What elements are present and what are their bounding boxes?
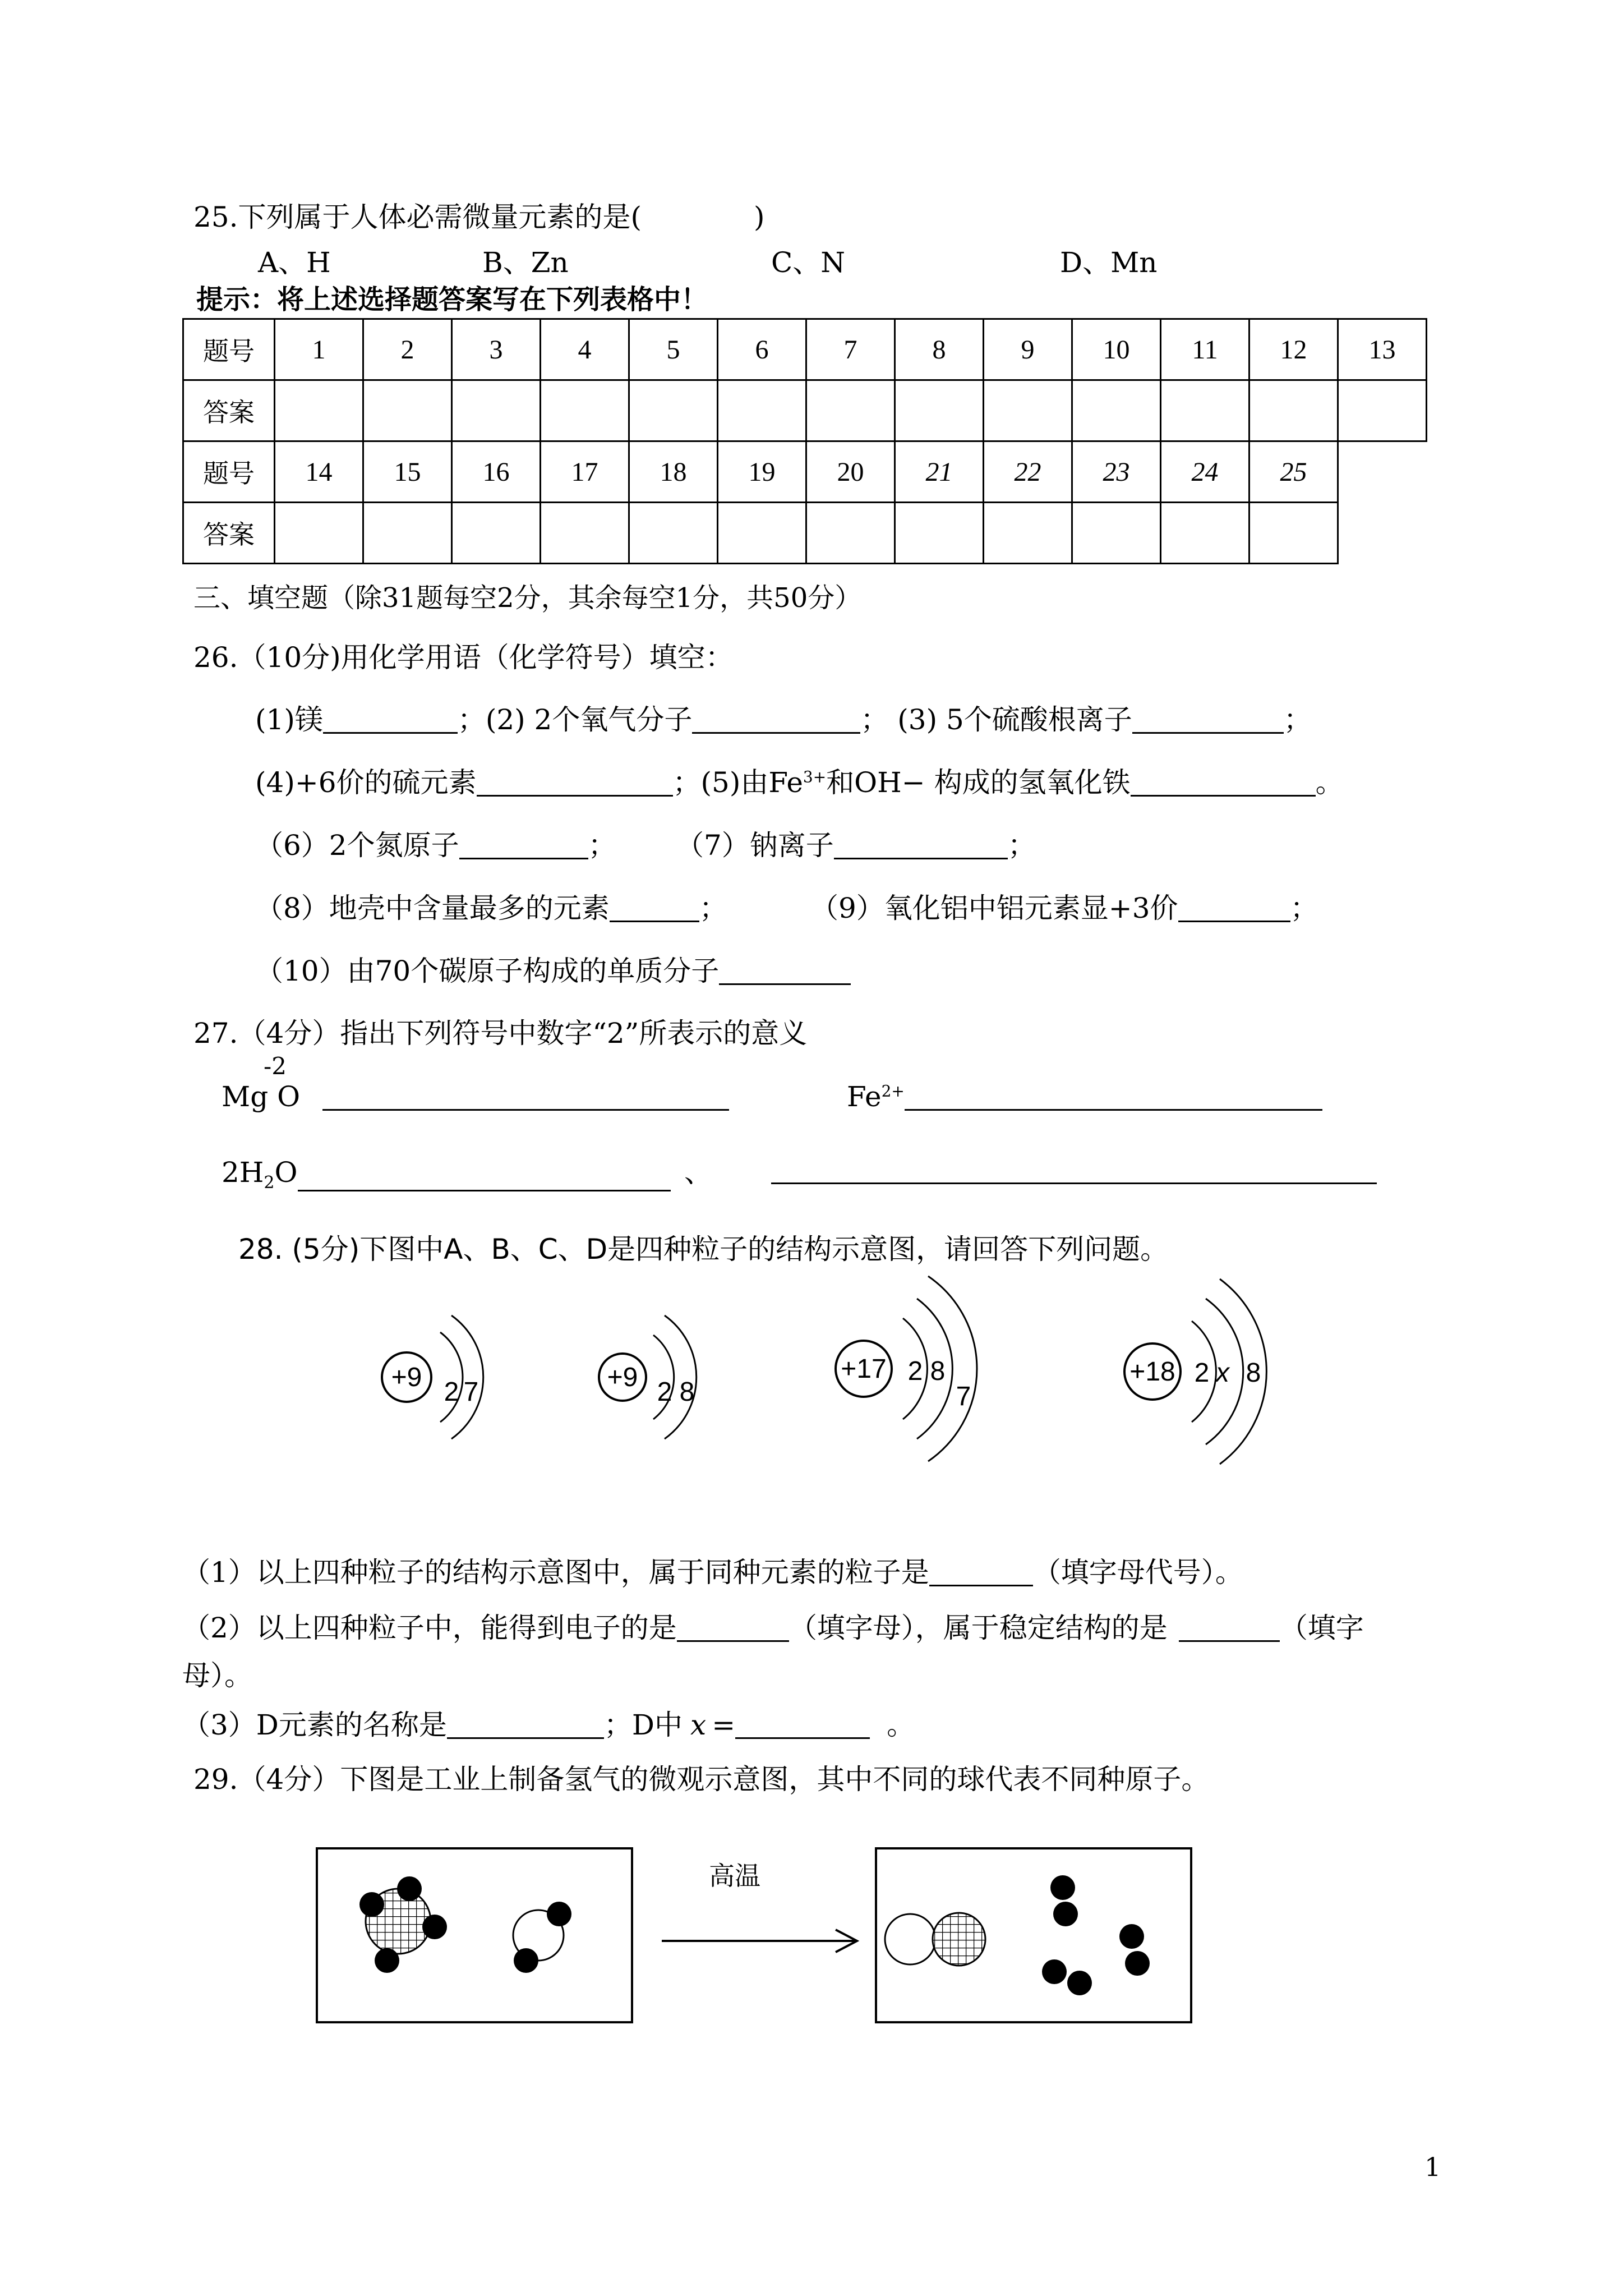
answer-cell[interactable]	[895, 380, 984, 441]
table-cell: 3	[452, 319, 541, 380]
answer-cell[interactable]	[1072, 503, 1161, 564]
q27-separator: 、	[684, 1156, 712, 1189]
answer-cell[interactable]	[806, 503, 895, 564]
q25-stem: 25.下列属于人体必需微量元素的是( )	[193, 201, 765, 233]
q25-option-d: D、Mn	[1060, 246, 1158, 279]
answer-cell[interactable]	[541, 380, 629, 441]
hydrogen-atom	[397, 1876, 422, 1901]
table-cell: 1	[275, 319, 363, 380]
table-cell: 20	[806, 441, 895, 503]
reaction-condition: 高温	[709, 1861, 760, 1891]
hydrogen-atom	[375, 1948, 399, 1973]
q26-line1: (1)镁 ；(2) 2个氧气分子 ； (3) 5个硫酸根离子 ；	[255, 703, 1312, 736]
shell-electrons: 7	[956, 1382, 971, 1411]
answer-cell[interactable]	[984, 503, 1072, 564]
methane-molecule	[359, 1876, 447, 1973]
q29-stem: 29.（4分）下图是工业上制备氢气的微观示意图，其中不同的球代表不同种原子。	[193, 1763, 1210, 1796]
carbon-monoxide-molecule	[885, 1913, 985, 1966]
answer-cell[interactable]	[363, 380, 452, 441]
table-row	[183, 380, 1427, 441]
hydrogen-molecules	[1042, 1875, 1150, 1995]
q25-option-c: C、N	[771, 246, 846, 279]
table-cell: 13	[1338, 319, 1427, 380]
table-cell: 10	[1072, 319, 1161, 380]
shell-electrons: x	[1216, 1358, 1229, 1388]
answer-blank[interactable]	[692, 707, 860, 734]
hint-text: 提示：将上述选择题答案写在下列表格中！	[196, 284, 708, 315]
answer-table	[182, 318, 1427, 564]
table-cell: 17	[541, 441, 629, 503]
answer-blank[interactable]	[719, 959, 851, 985]
answer-cell[interactable]	[806, 380, 895, 441]
reactant-box	[317, 1848, 632, 2022]
q27-fe: $Fe^{2+}$	[847, 1083, 1322, 1111]
q26-line5: （10）由70个碳原子构成的单质分子	[255, 957, 851, 985]
answer-cell[interactable]	[1161, 380, 1249, 441]
table-header-num: 题号	[183, 319, 275, 380]
nucleus-charge: +18	[1129, 1357, 1175, 1387]
q27-mgo: Mg O	[222, 1083, 729, 1111]
water-molecule	[513, 1902, 571, 1973]
answer-cell[interactable]	[1249, 503, 1338, 564]
atom-structure-diagrams	[336, 1268, 1346, 1520]
nucleus-charge: +9	[607, 1363, 638, 1392]
table-cell: 6	[718, 319, 806, 380]
atom-d	[1124, 1279, 1266, 1520]
answer-blank[interactable]	[298, 1165, 671, 1191]
shell-electrons: 8	[930, 1356, 946, 1386]
hydrogen-atom	[514, 1948, 538, 1973]
table-empty	[1338, 441, 1427, 503]
answer-blank[interactable]	[322, 1084, 729, 1111]
q26-line3b: （7）钠离子 ；	[676, 829, 1036, 862]
q26-line4b: （9）氧化铝中铝元素显+3价 ；	[810, 892, 1318, 924]
answer-cell[interactable]	[629, 503, 718, 564]
section-heading: 三、填空题（除31题每空2分，其余每空1分，共50分）	[193, 582, 862, 614]
answer-blank[interactable]	[477, 770, 673, 797]
hydrogen-atom	[359, 1892, 384, 1917]
answer-cell[interactable]	[984, 380, 1072, 441]
q26-line3: （6）2个氮原子 ；	[255, 829, 616, 862]
answer-cell[interactable]	[718, 503, 806, 564]
answer-blank[interactable]	[447, 1713, 604, 1739]
answer-blank[interactable]	[1131, 770, 1316, 797]
table-cell: 2	[363, 319, 452, 380]
table-row	[183, 319, 1427, 380]
answer-blank[interactable]	[610, 896, 699, 922]
shell-electrons: 2	[1194, 1358, 1210, 1388]
q27-mgo-charge: -2	[264, 1052, 287, 1080]
q26-line2: (4)+6价的硫元素 ；(5)由$Fe^{3+}$和OH− 构成的氢氧化铁 。	[255, 766, 1344, 799]
table-row	[183, 503, 1427, 564]
q27-stem: 27.（4分）指出下列符号中数字“2”所表示的意义	[193, 1017, 808, 1050]
answer-cell[interactable]	[363, 503, 452, 564]
table-cell: 23	[1072, 441, 1161, 503]
answer-blank[interactable]	[735, 1713, 870, 1739]
reaction-diagram	[314, 1846, 1211, 2031]
answer-blank[interactable]	[323, 707, 458, 734]
page-number: 1	[1424, 2152, 1441, 2182]
shell-electrons: 7	[463, 1377, 479, 1407]
table-cell: 11	[1161, 319, 1249, 380]
nucleus-charge: +9	[391, 1363, 422, 1392]
table-cell: 22	[984, 441, 1072, 503]
answer-cell[interactable]	[452, 380, 541, 441]
q27-h2o: $2H_2O$	[222, 1158, 671, 1191]
table-cell: 9	[984, 319, 1072, 380]
answer-blank[interactable]	[905, 1084, 1322, 1111]
hydrogen-atom	[547, 1902, 571, 1926]
answer-cell[interactable]	[1249, 380, 1338, 441]
answer-cell[interactable]	[718, 380, 806, 441]
table-cell: 12	[1249, 319, 1338, 380]
table-cell: 8	[895, 319, 984, 380]
carbon-atom	[933, 1913, 985, 1966]
shell-electrons: 2	[907, 1356, 923, 1386]
answer-cell[interactable]	[1338, 380, 1427, 441]
answer-cell[interactable]	[541, 503, 629, 564]
answer-blank[interactable]	[1132, 707, 1284, 734]
atom-c	[836, 1276, 977, 1520]
table-header-answer: 答案	[183, 380, 275, 441]
table-cell: 24	[1161, 441, 1249, 503]
answer-cell[interactable]	[1161, 503, 1249, 564]
table-cell: 5	[629, 319, 718, 380]
answer-cell[interactable]	[452, 503, 541, 564]
table-row	[183, 441, 1427, 503]
shell-electrons: 8	[679, 1377, 695, 1407]
q26-stem: 26.（10分)用化学用语（化学符号）填空：	[193, 641, 734, 674]
shell-electrons: 2	[444, 1377, 459, 1407]
q28-stem: 28. (5分)下图中A、B、C、D是四种粒子的结构示意图，请回答下列问题。	[238, 1233, 1169, 1266]
table-cell: 7	[806, 319, 895, 380]
q25-option-a: A、H	[258, 246, 331, 279]
table-empty	[1338, 503, 1427, 564]
table-cell: 18	[629, 441, 718, 503]
q28-sub3: （3）D元素的名称是 ；D中 x = 。	[182, 1709, 915, 1741]
table-cell: 19	[718, 441, 806, 503]
oxygen-atom	[885, 1914, 935, 1964]
table-cell: 16	[452, 441, 541, 503]
answer-blank[interactable]	[1179, 1616, 1280, 1642]
table-cell: 15	[363, 441, 452, 503]
atom-b	[599, 1315, 697, 1520]
answer-blank[interactable]	[929, 1560, 1033, 1586]
table-cell: 14	[275, 441, 363, 503]
table-cell: 25	[1249, 441, 1338, 503]
answer-cell[interactable]	[895, 503, 984, 564]
answer-blank[interactable]	[459, 833, 588, 859]
answer-blank[interactable]	[1178, 896, 1290, 922]
table-header-answer: 答案	[183, 503, 275, 564]
table-cell: 4	[541, 319, 629, 380]
q28-sub2-cont: 母）。	[182, 1659, 252, 1692]
q28-sub1: （1）以上四种粒子的结构示意图中，属于同种元素的粒子是 （填字母代号）。	[182, 1556, 1243, 1589]
table-header-num: 题号	[183, 441, 275, 503]
hydrogen-atom	[422, 1915, 447, 1939]
atom-a	[382, 1315, 483, 1520]
answer-cell[interactable]	[275, 503, 363, 564]
answer-cell[interactable]	[629, 380, 718, 441]
q28-sub2: （2）以上四种粒子中，能得到电子的是 （填字母），属于稳定结构的是 （填字	[182, 1612, 1364, 1644]
q25-option-b: B、Zn	[482, 246, 569, 279]
answer-cell[interactable]	[275, 380, 363, 441]
nucleus-charge: +17	[841, 1354, 887, 1384]
table-cell: 21	[895, 441, 984, 503]
shell-electrons: 2	[657, 1377, 672, 1407]
q27-blank-2[interactable]	[771, 1182, 1377, 1184]
answer-blank[interactable]	[677, 1616, 789, 1642]
shell-electrons: 8	[1246, 1358, 1261, 1388]
answer-blank[interactable]	[834, 833, 1008, 859]
q26-line4: （8）地壳中含量最多的元素 ；	[255, 892, 727, 924]
answer-cell[interactable]	[1072, 380, 1161, 441]
